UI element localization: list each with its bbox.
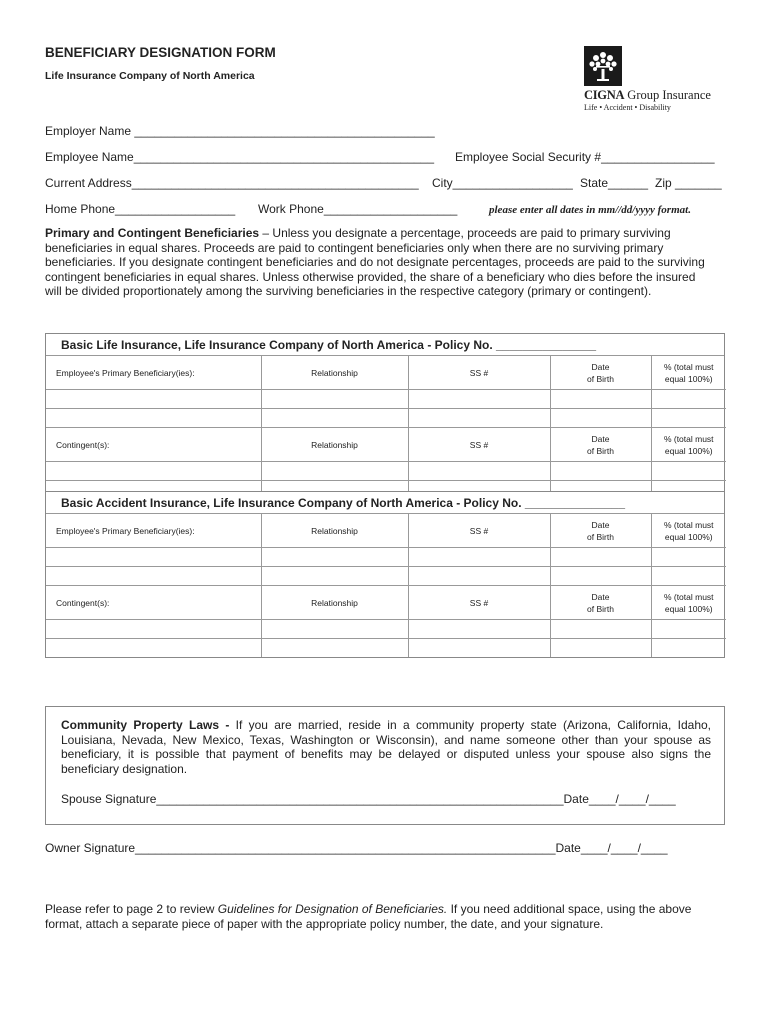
- form-subtitle: Life Insurance Company of North America: [45, 70, 255, 82]
- community-property-text: Community Property Laws - If you are married, reside in a community property state (Arizona, California, Idaho, Louisiana, Nevada, New Mexico, Texas, Washington or Wisconsin), and name someone other than your spouse as beneficiary, it is possible that payment of benefits may be delayed or disputed unless your spouse also signs the beneficiary designation.: [61, 718, 712, 776]
- home-phone-field[interactable]: Home Phone__________________: [45, 202, 236, 216]
- col-date-of-birth: Date of Birth: [550, 514, 651, 548]
- col-contingent: Contingent(s):: [46, 428, 261, 462]
- spouse-signature-line[interactable]: Spouse Signature_____________________________________________________________Date____/____/____: [61, 792, 676, 806]
- tree-icon: [584, 46, 622, 86]
- table-row[interactable]: [46, 390, 726, 409]
- community-property-box: [45, 706, 725, 825]
- col-primary-beneficiary: Employee's Primary Beneficiary(ies):: [46, 514, 261, 548]
- employer-name-field[interactable]: Employer Name _____________________________________________: [45, 124, 435, 138]
- accident-beneficiary-table: [46, 514, 726, 657]
- owner-date-field[interactable]: Date____/____/____: [555, 841, 668, 855]
- table-row[interactable]: [46, 567, 726, 586]
- date-format-note: please enter all dates in mm//dd/yyyy format.: [489, 204, 691, 216]
- col-percent: % (total must equal 100%): [651, 586, 726, 620]
- life-primary-header-row: [46, 356, 726, 390]
- col-relationship: Relationship: [261, 356, 408, 390]
- current-address-field[interactable]: Current Address___________________________________________: [45, 176, 419, 190]
- col-date-of-birth: Date of Birth: [550, 356, 651, 390]
- life-contingent-header-row: [46, 428, 726, 462]
- zip-field[interactable]: Zip _______: [655, 176, 722, 190]
- col-ss: SS #: [408, 356, 550, 390]
- life-section-heading: Basic Life Insurance, Life Insurance Company of North America - Policy No. _______________: [61, 338, 597, 352]
- col-relationship: Relationship: [261, 428, 408, 462]
- table-row[interactable]: [46, 639, 726, 658]
- table-row[interactable]: [46, 620, 726, 639]
- col-contingent: Contingent(s):: [46, 586, 261, 620]
- state-field[interactable]: State______: [580, 176, 649, 190]
- col-date-of-birth: Date of Birth: [550, 428, 651, 462]
- work-phone-field[interactable]: Work Phone____________________: [258, 202, 458, 216]
- col-ss: SS #: [408, 514, 550, 548]
- col-ss: SS #: [408, 586, 550, 620]
- col-percent: % (total must equal 100%): [651, 428, 726, 462]
- accident-insurance-section: [45, 491, 725, 658]
- accident-contingent-header-row: [46, 586, 726, 620]
- life-insurance-section: [45, 333, 725, 500]
- cigna-logo: [584, 46, 724, 112]
- employee-ssn-field[interactable]: Employee Social Security #_________________: [455, 150, 715, 164]
- life-beneficiary-table: [46, 356, 726, 499]
- employee-name-field[interactable]: Employee Name_____________________________________________: [45, 150, 435, 164]
- col-primary-beneficiary: Employee's Primary Beneficiary(ies):: [46, 356, 261, 390]
- table-row[interactable]: [46, 548, 726, 567]
- form-title: BENEFICIARY DESIGNATION FORM: [45, 45, 276, 60]
- table-row[interactable]: [46, 409, 726, 428]
- owner-signature-line[interactable]: Owner Signature_______________________________________________________________Date____/____/____: [45, 841, 668, 855]
- footer-note: Please refer to page 2 to review Guidelines for Designation of Beneficiaries. If you need additional space, using the above format, attach a separate piece of paper with the appropriate policy number, the date, and your signature.: [45, 902, 692, 931]
- logo-wordmark: CIGNA Group Insurance: [584, 88, 711, 102]
- col-ss: SS #: [408, 428, 550, 462]
- col-percent: % (total must equal 100%): [651, 356, 726, 390]
- col-percent: % (total must equal 100%): [651, 514, 726, 548]
- logo-tagline: Life • Accident • Disability: [584, 103, 671, 112]
- col-date-of-birth: Date of Birth: [550, 586, 651, 620]
- col-relationship: Relationship: [261, 514, 408, 548]
- table-row[interactable]: [46, 462, 726, 481]
- city-field[interactable]: City__________________: [432, 176, 573, 190]
- beneficiary-instructions: Primary and Contingent Beneficiaries – Unless you designate a percentage, proceeds are paid to primary surviving beneficiaries in equal shares. Proceeds are paid to contingent beneficiaries only when there are no surviving primary beneficiaries. If you designate contingent beneficiaries and do not designate percentages, proceeds are paid to the surviving contingent beneficiaries in equal shares. Unless otherwise provided, the share of a beneficiary who dies before the insured will be divided proportionately among the surviving beneficiaries in the respective category (primary or contingent).: [45, 226, 705, 299]
- accident-primary-header-row: [46, 514, 726, 548]
- spouse-date-field[interactable]: Date____/____/____: [563, 792, 676, 806]
- accident-section-heading: Basic Accident Insurance, Life Insurance Company of North America - Policy No. _______________: [61, 496, 625, 510]
- col-relationship: Relationship: [261, 586, 408, 620]
